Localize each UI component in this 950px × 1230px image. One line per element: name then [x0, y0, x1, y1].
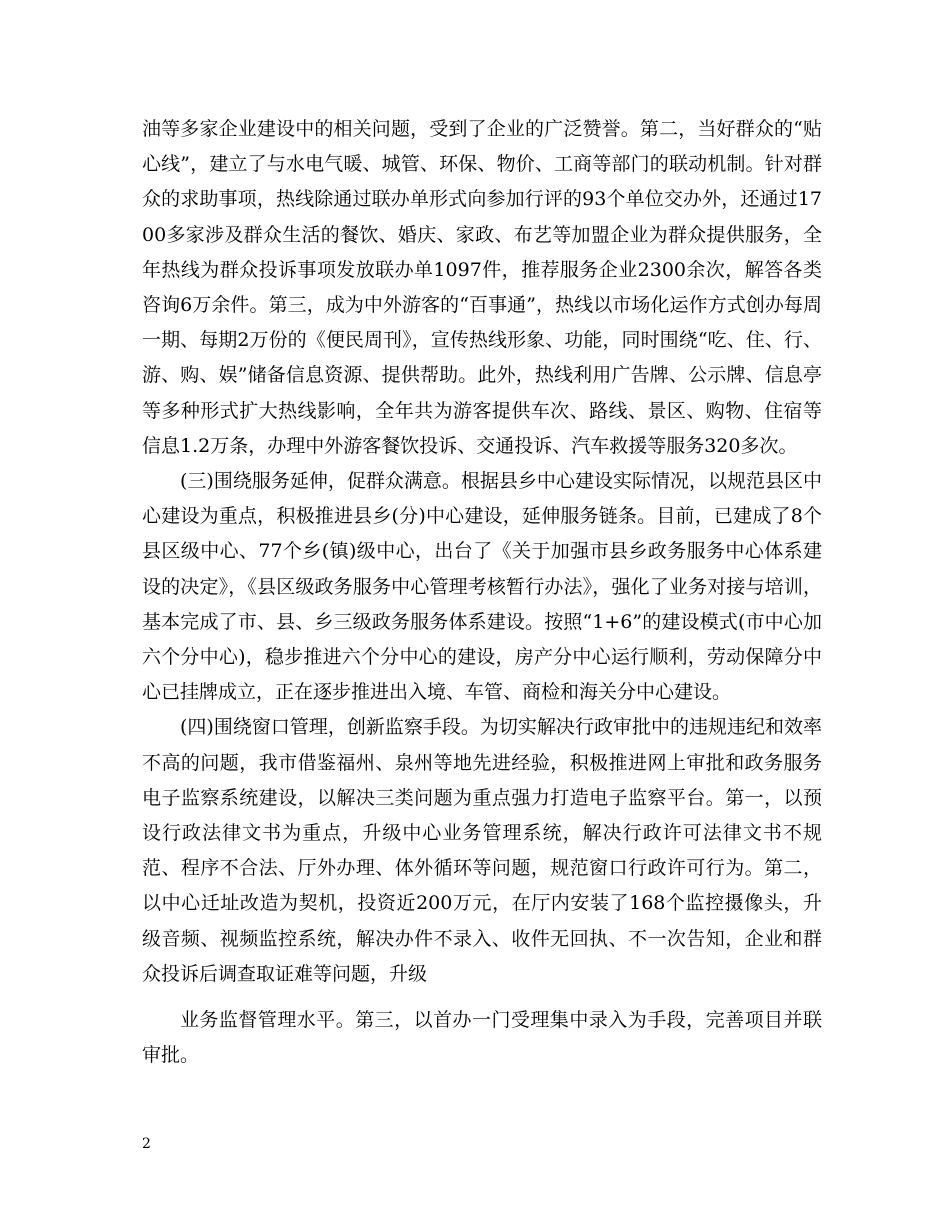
- body-paragraph-4: 业务监督管理水平。第三，以首办一门受理集中录入为手段，完善项目并联审批。: [142, 1009, 822, 1067]
- body-paragraph-1: 油等多家企业建设中的相关问题，受到了企业的广泛赞誉。第二，当好群众的“贴心线”，建立了与水电气暖、城管、环保、物价、工商等部门的联动机制。针对群众的求助事项，热线除通过联办单形式向参加行评的93个单位交办外，还通过1700多家涉及群众生活的餐饮、婚庆、家政、布艺等加盟企业为群众提供服务，全年热线为群众投诉事项发放联办单1097件，推荐服务企业2300余次，解答各类咨询6万余件。第三，成为中外游客的“百事通”，热线以市场化运作方式创办每周一期、每期2万份的《便民周刊》，宣传热线形象、功能，同时围绕“吃、住、行、游、购、娱”储备信息资源、提供帮助。此外，热线利用广告牌、公示牌、信息亭等多种形式扩大热线影响，全年共为游客提供车次、路线、景区、购物、住宿等信息1.2万条，办理中外游客餐饮投诉、交通投诉、汽车救援等服务320多次。: [142, 118, 822, 457]
- body-paragraph-3: (四)围绕窗口管理，创新监察手段。为切实解决行政审批中的违规违纪和效率不高的问题，我市借鉴福州、泉州等地先进经验，积极推进网上审批和政务服务电子监察系统建设，以解决三类问题为重点强力打造电子监察平台。第一，以预设行政法律文书为重点，升级中心业务管理系统，解决行政许可法律文书不规范、程序不合法、厅外办理、体外循环等问题，规范窗口行政许可行为。第二，以中心迁址改造为契机，投资近200万元，在厅内安装了168个监控摄像头，升级音频、视频监控系统，解决办件不录入、收件无回执、不一次告知，企业和群众投诉后调查取证难等问题，升级: [142, 716, 822, 985]
- page-number: 2: [142, 1136, 151, 1152]
- document-body: [142, 112, 822, 1073]
- body-paragraph-2: (三)围绕服务延伸，促群众满意。根据县乡中心建设实际情况，以规范县区中心建设为重点，积极推进县乡(分)中心建设，延伸服务链条。目前，已建成了8个县区级中心、77个乡(镇)级中心，出台了《关于加强市县乡政务服务中心体系建设的决定》，《县区级政务服务中心管理考核暂行办法》，强化了业务对接与培训，基本完成了市、县、乡三级政务服务体系建设。按照“1+6”的建设模式(市中心加六个分中心)，稳步推进六个分中心的建设，房产分中心运行顺利，劳动保障分中心已挂牌成立，正在逐步推进出入境、车管、商检和海关分中心建设。: [142, 470, 822, 704]
